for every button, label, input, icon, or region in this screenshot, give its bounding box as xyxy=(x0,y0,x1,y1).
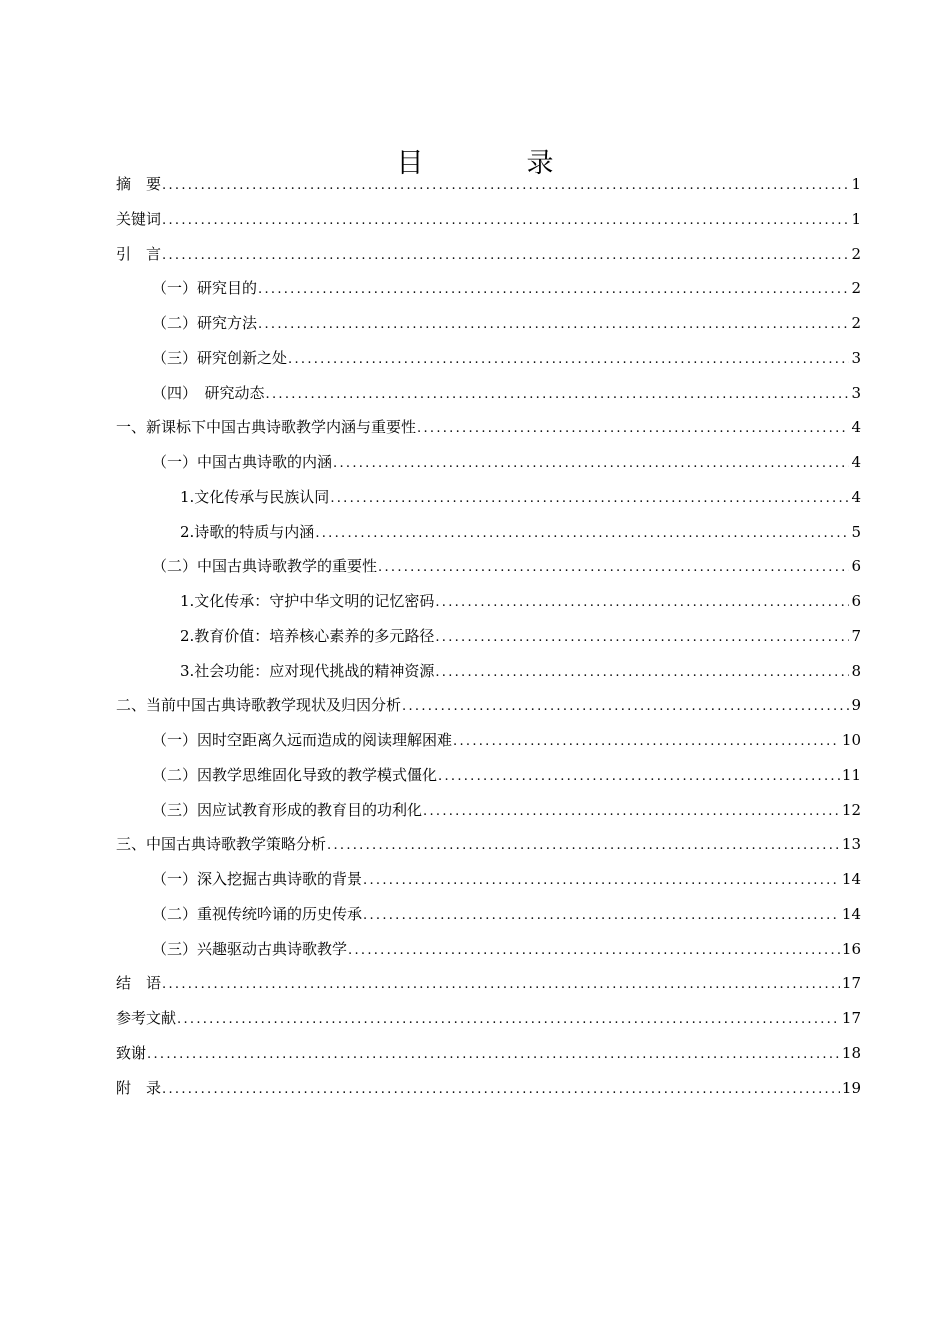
toc-entry[interactable] xyxy=(116,1001,861,1036)
toc-entry[interactable] xyxy=(116,410,861,445)
toc-entry[interactable] xyxy=(116,167,861,202)
toc-dot-leader xyxy=(330,482,849,517)
toc-entry-page-number: 3 xyxy=(851,348,861,367)
toc-entry-label: 引 言 xyxy=(116,244,162,263)
toc-dot-leader xyxy=(327,829,840,864)
toc-entry[interactable] xyxy=(116,827,861,862)
toc-entry-label: （三）因应试教育形成的教育目的功利化 xyxy=(152,800,423,819)
toc-entry-page-number: 11 xyxy=(841,765,861,784)
toc-dot-leader xyxy=(162,968,840,1003)
toc-entry-label: 1.文化传承：守护中华文明的记忆密码 xyxy=(180,592,435,610)
toc-entry[interactable] xyxy=(116,445,861,480)
toc-dot-leader xyxy=(435,656,849,691)
toc-dot-leader xyxy=(162,169,849,204)
toc-entry[interactable] xyxy=(116,480,861,515)
toc-entry[interactable] xyxy=(116,966,861,1001)
toc-dot-leader xyxy=(402,690,849,725)
toc-dot-leader xyxy=(435,621,849,656)
toc-entry-label: 致谢 xyxy=(116,1043,147,1062)
toc-entry-label: （三）兴趣驱动古典诗歌教学 xyxy=(152,939,348,958)
toc-entry-page-number: 8 xyxy=(851,661,861,680)
toc-dot-leader xyxy=(435,586,849,621)
toc-entry-label: 二、当前中国古典诗歌教学现状及归因分析 xyxy=(116,696,402,715)
toc-entry[interactable] xyxy=(116,306,861,341)
toc-dot-leader xyxy=(417,412,849,447)
toc-dot-leader xyxy=(162,239,849,274)
toc-entry-label: 三、中国古典诗歌教学策略分析 xyxy=(116,835,327,854)
toc-entry-label: 2.教育价值：培养核心素养的多元路径 xyxy=(180,626,435,645)
toc-dot-leader xyxy=(363,864,840,899)
toc-entry-label: （二）因教学思维固化导致的教学模式僵化 xyxy=(152,765,438,784)
page-title: 目 录 xyxy=(396,148,592,179)
toc-entry-label: （三）研究创新之处 xyxy=(152,348,288,367)
toc-dot-leader xyxy=(438,760,840,795)
toc-entry-page-number: 1 xyxy=(851,209,861,228)
toc-entry-page-number: 2 xyxy=(851,314,861,332)
toc-entry-page-number: 1 xyxy=(851,175,861,193)
toc-entry-label: 一、新课标下中国古典诗歌教学内涵与重要性 xyxy=(116,418,417,437)
toc-entry[interactable] xyxy=(116,932,861,967)
toc-entry[interactable] xyxy=(116,341,861,376)
toc-entry[interactable] xyxy=(116,688,861,723)
toc-entry[interactable] xyxy=(116,619,861,654)
table-of-contents xyxy=(116,167,861,1105)
toc-entry-label: 关键词 xyxy=(116,209,162,228)
toc-entry[interactable] xyxy=(116,793,861,828)
toc-entry-page-number: 5 xyxy=(851,522,861,541)
toc-entry[interactable] xyxy=(116,376,861,411)
toc-dot-leader xyxy=(147,1038,840,1073)
toc-entry-label: 2.诗歌的特质与内涵 xyxy=(180,522,315,541)
toc-entry-label: 3.社会功能：应对现代挑战的精神资源 xyxy=(180,661,435,680)
toc-entry[interactable] xyxy=(116,758,861,793)
toc-dot-leader xyxy=(162,1073,840,1108)
toc-dot-leader xyxy=(177,1003,840,1038)
toc-entry-label: （二）重视传统吟诵的历史传承 xyxy=(152,904,363,923)
toc-entry-page-number: 13 xyxy=(841,835,861,854)
toc-entry-page-number: 6 xyxy=(851,557,861,576)
toc-entry[interactable] xyxy=(116,1036,861,1071)
toc-entry-page-number: 6 xyxy=(851,592,861,610)
toc-dot-leader xyxy=(258,273,849,308)
toc-entry-page-number: 2 xyxy=(851,244,861,263)
toc-dot-leader xyxy=(423,795,840,830)
toc-entry[interactable] xyxy=(116,584,861,619)
toc-entry-page-number: 4 xyxy=(851,487,861,506)
toc-dot-leader xyxy=(315,517,849,552)
toc-dot-leader xyxy=(453,725,840,760)
toc-entry-label: （二）研究方法 xyxy=(152,314,258,332)
toc-dot-leader xyxy=(288,343,849,378)
toc-dot-leader xyxy=(348,934,840,969)
toc-entry-page-number: 4 xyxy=(851,453,861,471)
toc-entry-page-number: 9 xyxy=(851,696,861,715)
toc-entry-label: （一）因时空距离久远而造成的阅读理解困难 xyxy=(152,731,453,749)
toc-dot-leader xyxy=(333,447,849,482)
toc-entry-page-number: 19 xyxy=(841,1078,861,1097)
toc-entry[interactable] xyxy=(116,654,861,689)
toc-entry-page-number: 14 xyxy=(841,904,861,923)
toc-entry-page-number: 2 xyxy=(851,279,861,298)
toc-entry-page-number: 12 xyxy=(841,800,861,819)
toc-entry-page-number: 16 xyxy=(841,939,861,958)
toc-entry-page-number: 3 xyxy=(851,383,861,402)
toc-entry-label: （二）中国古典诗歌教学的重要性 xyxy=(152,557,378,576)
toc-entry[interactable] xyxy=(116,271,861,306)
toc-entry-page-number: 14 xyxy=(841,870,861,888)
toc-entry-page-number: 17 xyxy=(841,974,861,993)
toc-entry-page-number: 7 xyxy=(851,626,861,645)
toc-entry[interactable] xyxy=(116,237,861,272)
toc-entry[interactable] xyxy=(116,723,861,758)
toc-entry[interactable] xyxy=(116,862,861,897)
toc-entry-label: 摘 要 xyxy=(116,175,162,193)
toc-entry-label: 结 语 xyxy=(116,974,162,993)
toc-entry-label: 附 录 xyxy=(116,1078,162,1097)
toc-entry-label: （一）中国古典诗歌的内涵 xyxy=(152,453,333,471)
toc-entry-label: （一）深入挖掘古典诗歌的背景 xyxy=(152,870,363,888)
toc-dot-leader xyxy=(162,204,849,239)
toc-entry[interactable] xyxy=(116,202,861,237)
toc-entry-label: （一）研究目的 xyxy=(152,279,258,298)
toc-entry-page-number: 4 xyxy=(851,418,861,437)
toc-entry-label: （四） 研究动态 xyxy=(152,383,265,402)
toc-dot-leader xyxy=(363,899,840,934)
toc-dot-leader xyxy=(378,551,849,586)
toc-entry-page-number: 10 xyxy=(841,731,861,749)
toc-dot-leader xyxy=(266,378,850,413)
toc-dot-leader xyxy=(258,308,849,343)
toc-entry[interactable] xyxy=(116,1071,861,1106)
toc-entry[interactable] xyxy=(116,897,861,932)
toc-entry[interactable] xyxy=(116,549,861,584)
toc-entry-page-number: 17 xyxy=(841,1009,861,1027)
toc-entry-page-number: 18 xyxy=(841,1043,861,1062)
toc-entry-label: 1.文化传承与民族认同 xyxy=(180,487,330,506)
toc-entry[interactable] xyxy=(116,515,861,550)
toc-entry-label: 参考文献 xyxy=(116,1009,177,1027)
